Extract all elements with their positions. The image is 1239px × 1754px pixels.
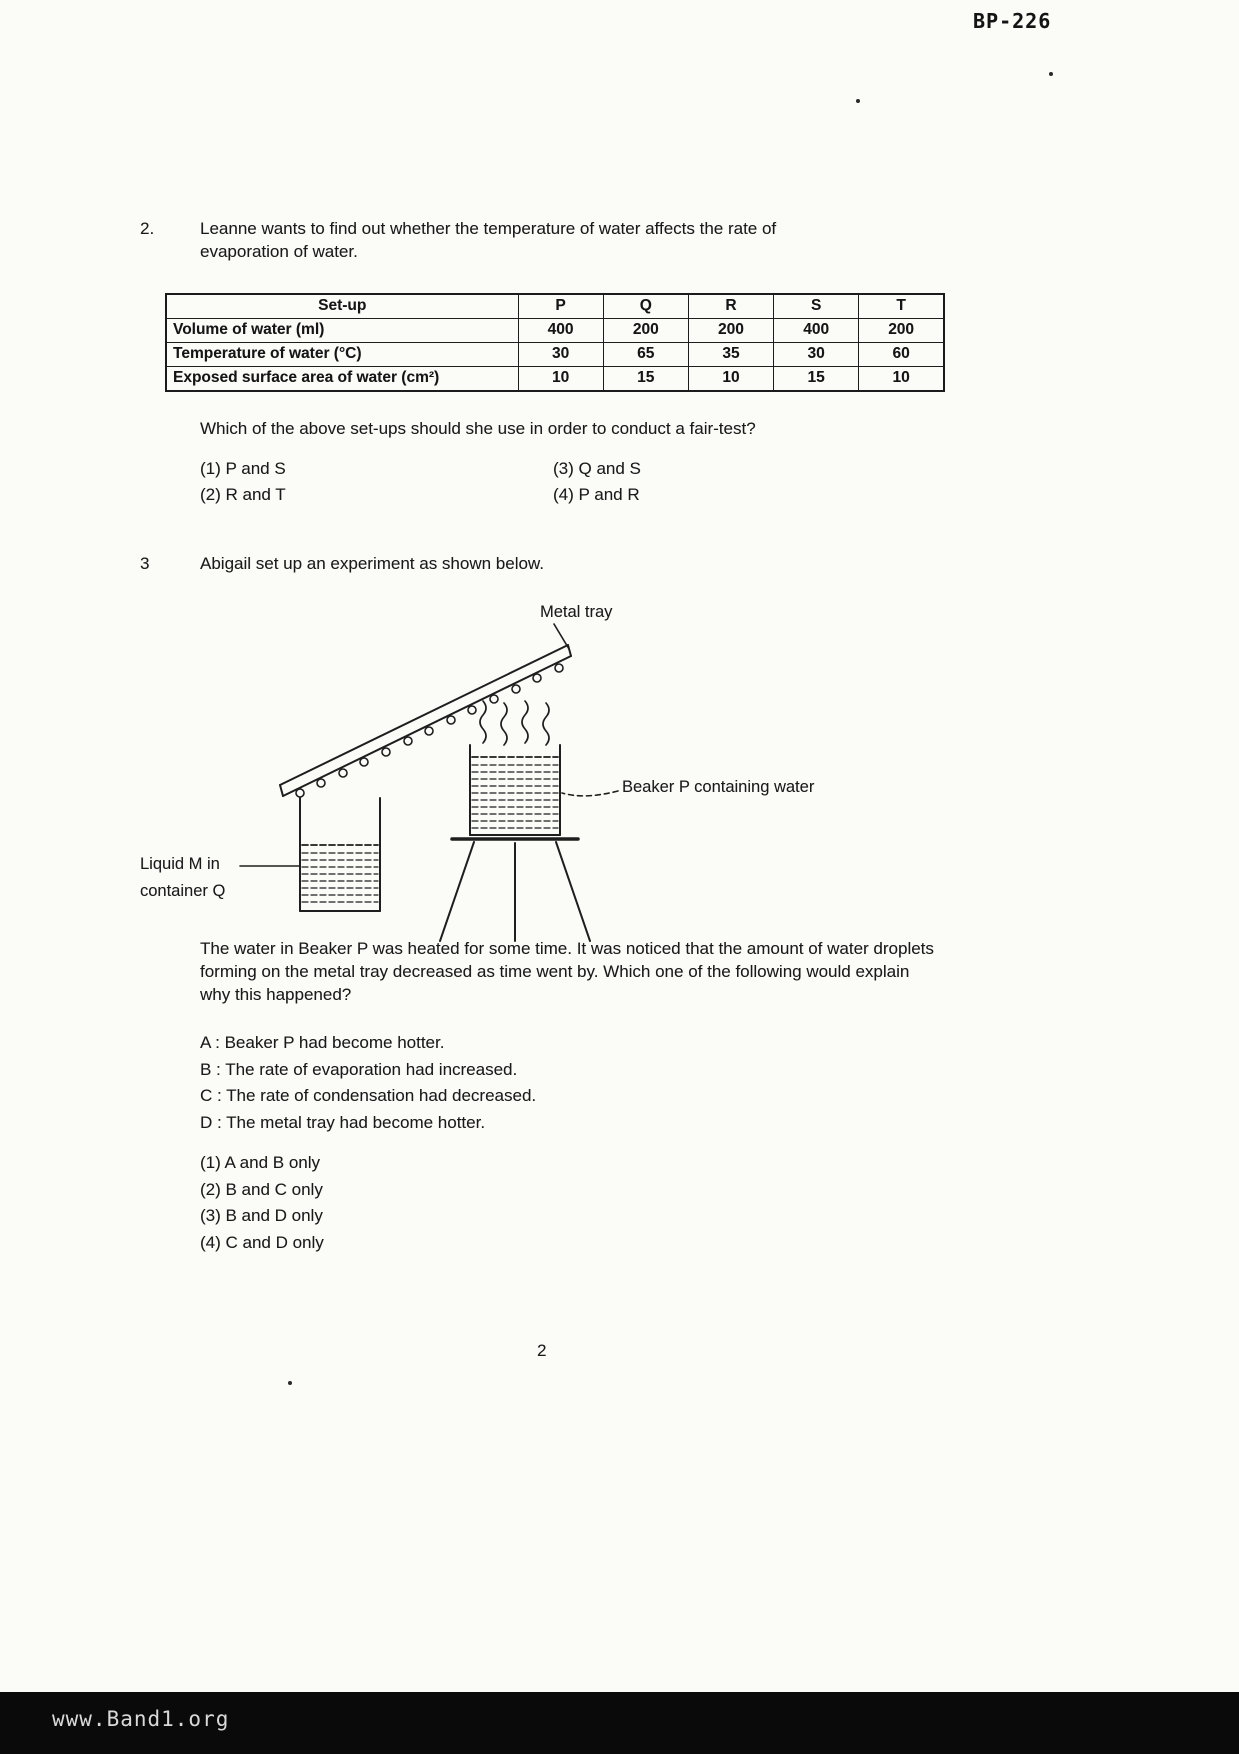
option-2: (2) B and C only (200, 1179, 323, 1199)
statement-a: A : Beaker P had become hotter. (200, 1033, 445, 1052)
metal-tray-label: Metal tray (540, 603, 613, 621)
option-4: (4) P and R (553, 485, 640, 504)
q2-options-left (200, 456, 286, 508)
table-header-row (166, 294, 944, 318)
col-header-r: R (688, 294, 773, 318)
q2-options-right (553, 456, 641, 508)
option-1: (1) A and B only (200, 1153, 321, 1172)
col-header-q: Q (603, 294, 688, 318)
cell-value: 10 (518, 366, 603, 390)
row-label-volume: Volume of water (ml) (166, 318, 518, 342)
cell-value: 30 (774, 342, 859, 366)
q3-statements (200, 1030, 536, 1136)
question-3-number: 3 (140, 554, 150, 573)
question-3-prompt: The water in Beaker P was heated for some time. It was noticed that the amount of water droplets forming on the metal tray decreased as time went by. Which one of the following would explain why this happened? (200, 939, 934, 1004)
tripod-stand (440, 839, 590, 941)
scan-speck (288, 1381, 292, 1385)
cell-value: 60 (859, 342, 944, 366)
option-2: (2) R and T (200, 485, 286, 504)
col-header-p: P (518, 294, 603, 318)
table-row (166, 366, 944, 390)
cell-value: 200 (859, 318, 944, 342)
statement-d: D : The metal tray had become hotter. (200, 1112, 486, 1132)
metal-tray-leader-line (554, 624, 569, 649)
question-2-number: 2. (140, 219, 155, 238)
cell-value: 30 (518, 342, 603, 366)
cell-value: 10 (688, 366, 773, 390)
beaker-p-leader-line (562, 791, 618, 796)
q3-options (200, 1150, 324, 1256)
question-3-text: Abigail set up an experiment as shown below. (200, 554, 544, 573)
paper-code: BP-226 (973, 9, 1052, 33)
liquid-m-label-line1: Liquid M in (140, 855, 220, 873)
steam-lines (480, 701, 549, 745)
cell-value: 10 (859, 366, 944, 390)
option-3: (3) B and D only (200, 1206, 323, 1225)
footer-watermark: www.Band1.org (52, 1707, 230, 1731)
cell-value: 15 (774, 366, 859, 390)
statement-c: C : The rate of condensation had decreased. (200, 1086, 537, 1105)
col-header-t: T (859, 294, 944, 318)
cell-value: 35 (688, 342, 773, 366)
option-3: (3) Q and S (553, 459, 641, 478)
col-header-setup: Set-up (166, 294, 518, 318)
water-droplets (296, 664, 563, 797)
cell-value: 65 (603, 342, 688, 366)
cell-value: 400 (774, 318, 859, 342)
experiment-diagram-svg (130, 593, 990, 951)
beaker-p-water (472, 757, 558, 828)
container-q-liquid (302, 845, 378, 902)
row-label-temperature: Temperature of water (°C) (166, 342, 518, 366)
experiment-diagram (130, 593, 990, 951)
option-1: (1) P and S (200, 459, 286, 478)
question-2-prompt: Which of the above set-ups should she use in order to conduct a fair-test? (200, 419, 756, 438)
cell-value: 200 (603, 318, 688, 342)
cell-value: 15 (603, 366, 688, 390)
setup-table-wrap (165, 293, 945, 392)
table-row (166, 318, 944, 342)
beaker-p-label: Beaker P containing water (622, 778, 815, 796)
cell-value: 200 (688, 318, 773, 342)
table-row (166, 342, 944, 366)
footer-bar (0, 1692, 1239, 1754)
page-number: 2 (537, 1341, 547, 1360)
option-4: (4) C and D only (200, 1232, 324, 1252)
row-label-surface-area: Exposed surface area of water (cm²) (166, 366, 518, 390)
scan-speck (856, 99, 860, 103)
cell-value: 400 (518, 318, 603, 342)
beaker-p (470, 745, 560, 835)
setup-table (165, 293, 945, 392)
question-2-text: Leanne wants to find out whether the temperature of water affects the rate of evaporation of water. (200, 219, 777, 261)
container-q (300, 798, 380, 911)
statement-b: B : The rate of evaporation had increased. (200, 1059, 518, 1079)
liquid-m-label-line2: container Q (140, 882, 226, 900)
col-header-s: S (774, 294, 859, 318)
scan-speck (1049, 72, 1053, 76)
